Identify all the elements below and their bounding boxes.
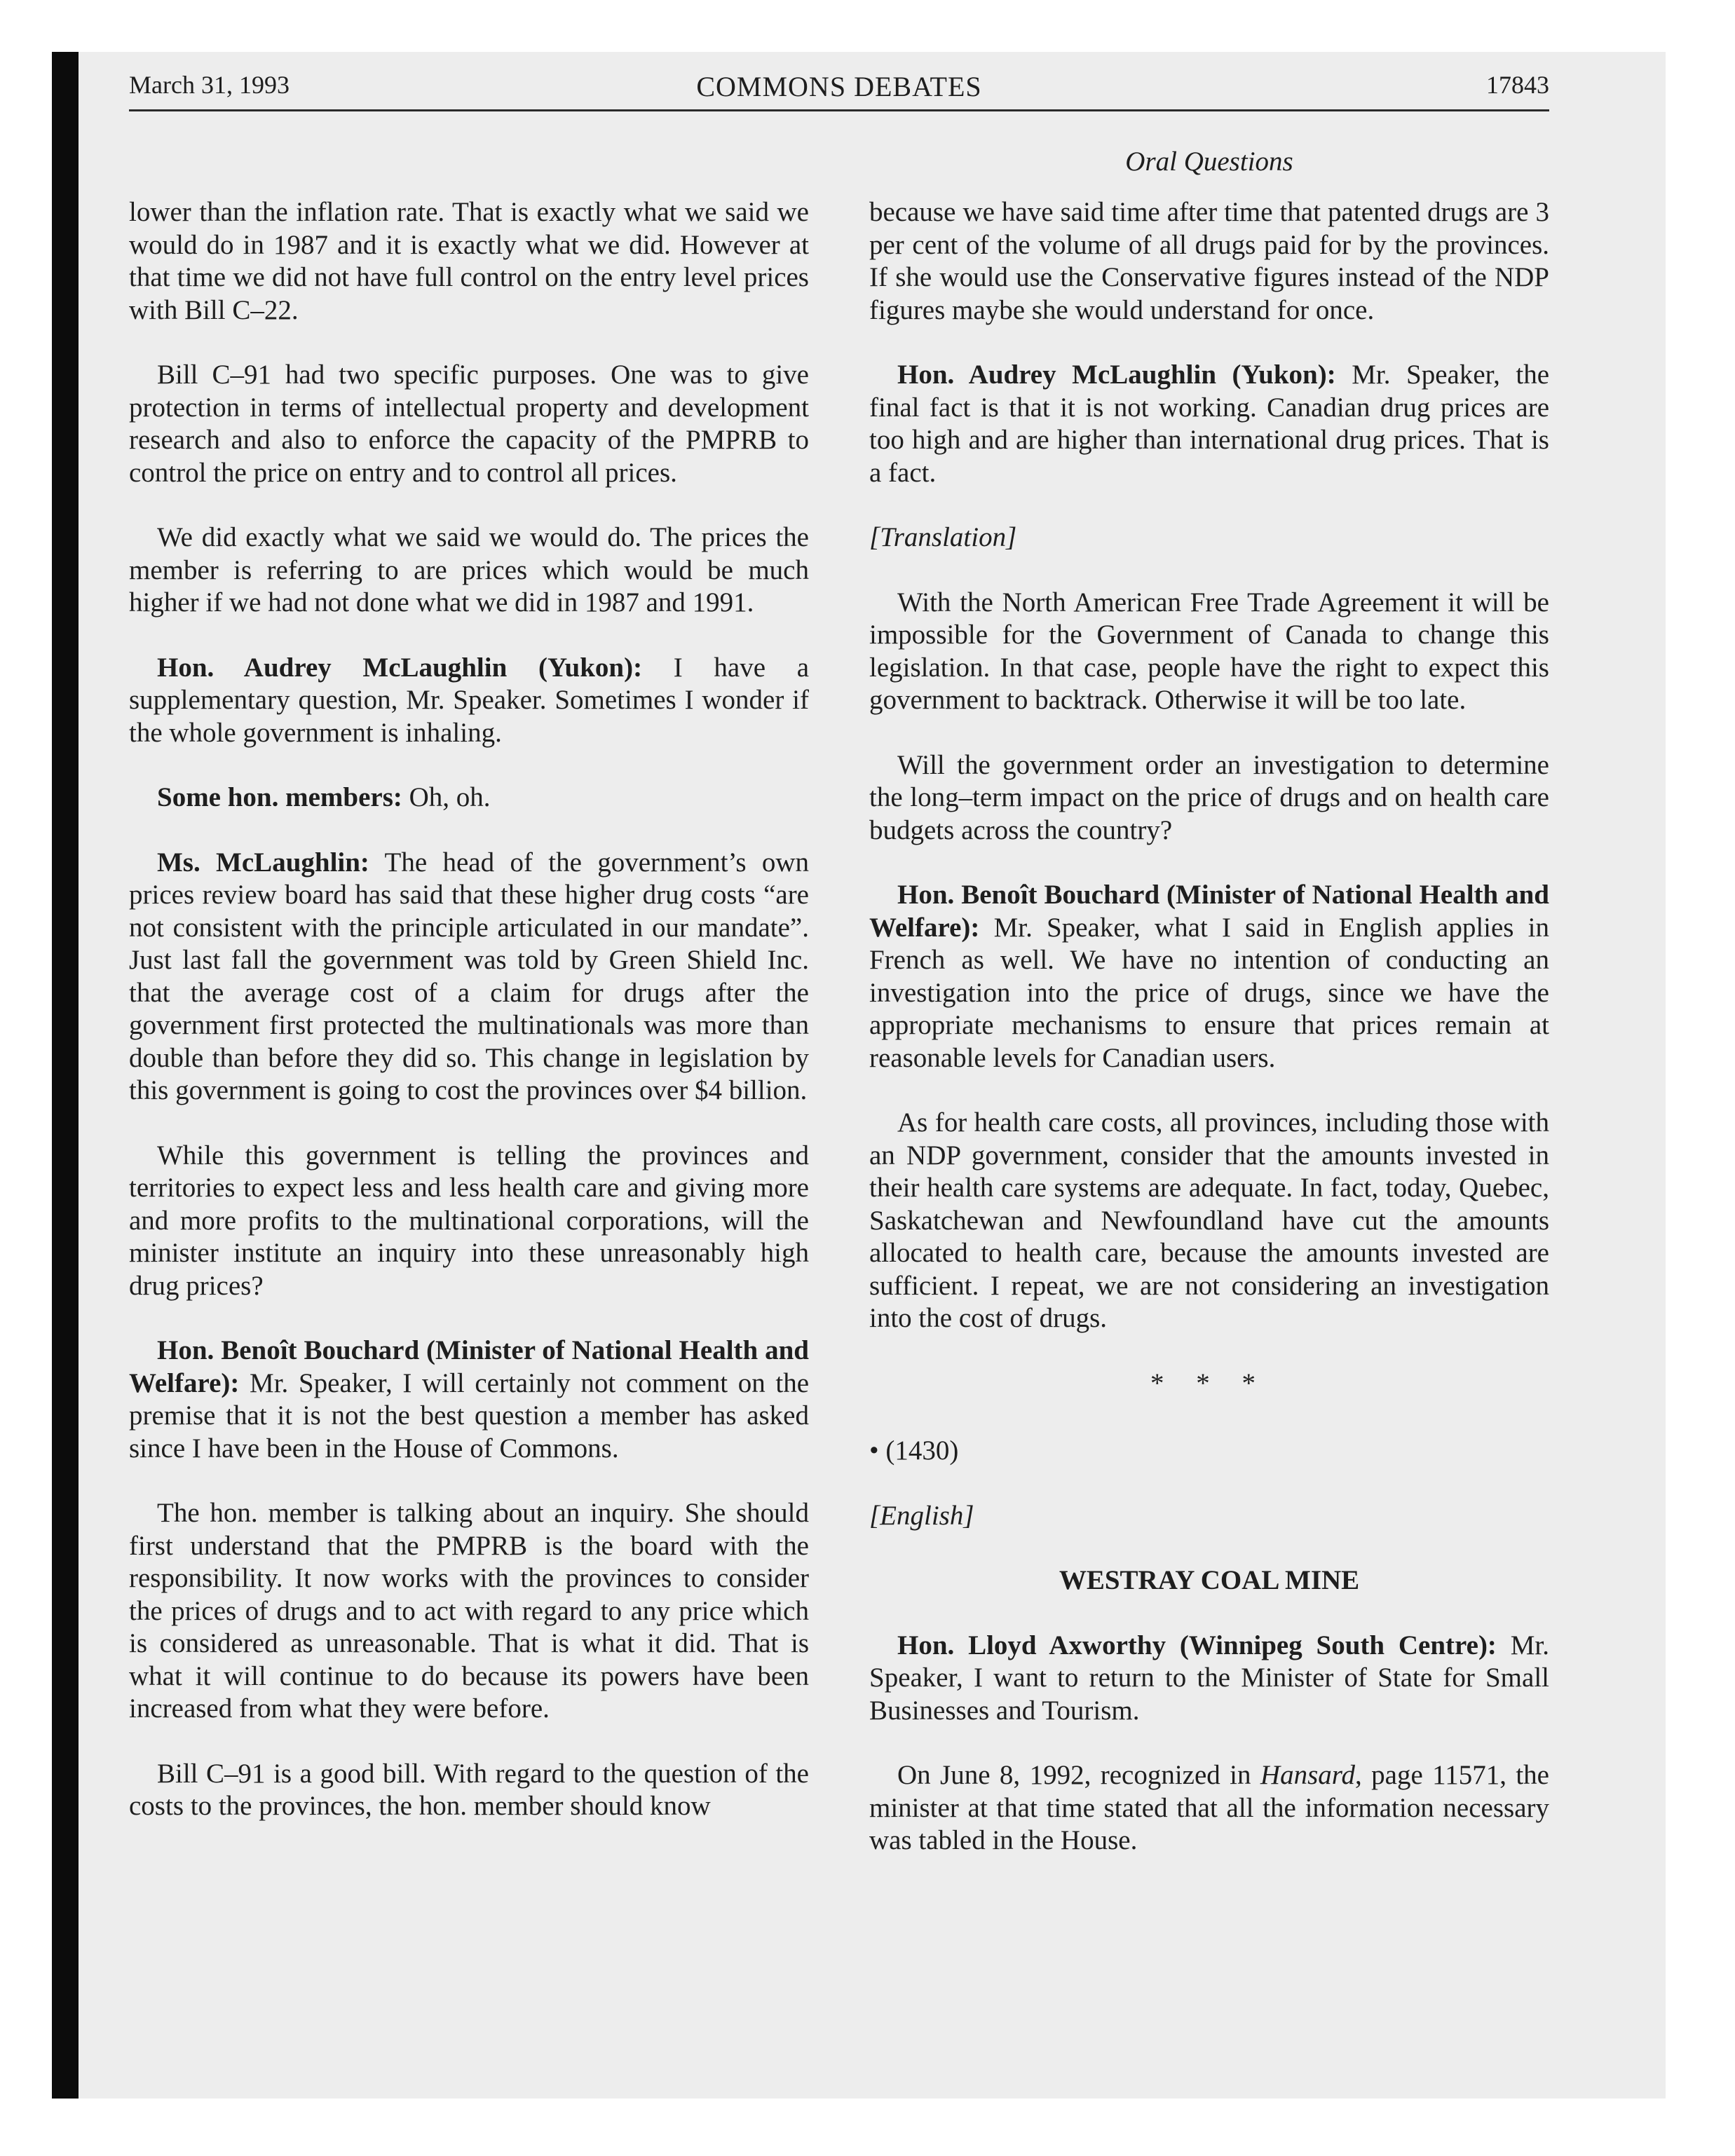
paragraph: Bill C–91 is a good bill. With regard to the question of the costs to the provinces, the hon. member should know [129, 1758, 809, 1821]
speech-paragraph [129, 782, 809, 814]
section-separator: * * * [1150, 1367, 1268, 1398]
page-header [129, 70, 1549, 119]
speaker-name: Some hon. members: [157, 782, 402, 812]
left-column [129, 196, 809, 1855]
text-run: On June 8, 1992, recognized in [897, 1760, 1251, 1790]
header-title: COMMONS DEBATES [696, 71, 982, 102]
paragraph: because we have said time after time that patented drugs are 3 per cent of the volume of all drugs paid for by the provinces. If she would use the Conservative figures instead of the NDP figures maybe she would understand for once. [869, 197, 1549, 325]
paragraph: While this government is telling the provinces and territories to expect less and less health care and giving more and more profits to the multinational corporations, will the minister institute an inquiry into these unreasonably high drug prices? [129, 1140, 809, 1301]
section-heading: WESTRAY COAL MINE [1059, 1565, 1360, 1595]
speech-paragraph [129, 1335, 809, 1465]
paragraph: With the North American Free Trade Agreement it will be impossible for the Government of Canada to change this legislation. In that case, people have the right to expect this government to backtrack. Otherwise it will be too late. [869, 587, 1549, 715]
scan-edge-shadow [52, 52, 79, 2099]
paragraph: Will the government order an investigation to determine the long–term impact on the price of drugs and on health care budgets across the country? [869, 749, 1549, 845]
paragraph: Bill C–91 had two specific purposes. One was to give protection in terms of intellectual property and development research and also to enforce the capacity of the PMPRB to control the price on entry and to control all prices. [129, 360, 809, 488]
speech-paragraph [869, 1630, 1549, 1728]
speaker-name: Hon. Benoît Bouchard (Minister of National Health and Welfare): [129, 1335, 809, 1398]
hansard-title: Hansard [1260, 1760, 1355, 1790]
paragraph [869, 1759, 1549, 1857]
speech-text: Mr. Speaker, I will certainly not comment on the premise that it is not the best question a member has asked since I have been in the House of Commons. [129, 1367, 810, 1464]
english-tag: [English] [869, 1500, 974, 1531]
section-label: Oral Questions [1125, 146, 1293, 177]
right-column [869, 196, 1549, 1890]
translation-tag: [Translation] [869, 522, 1017, 552]
speech-text: Mr. Speaker, I want to return to the Minister of State for Small Businesses and Tourism. [869, 1630, 1549, 1726]
speech-paragraph [129, 652, 809, 750]
speech-text: Mr. Speaker, the final fact is that it is not working. Canadian drug prices are too high and are higher than international drug prices. That is a fact. [869, 360, 1550, 488]
speaker-name: Hon. Audrey McLaughlin (Yukon): [897, 360, 1336, 390]
speech-text: Mr. Speaker, what I said in English applies in French as well. We have no intention of conducting an investigation into the price of drugs, since we have the appropriate mechanisms to ensure that prices remain at reasonable levels for Canadian users. [869, 912, 1549, 1073]
speech-paragraph [129, 847, 809, 1107]
speaker-name: Hon. Lloyd Axworthy (Winnipeg South Centre): [897, 1630, 1497, 1660]
speaker-name: Ms. McLaughlin: [157, 847, 369, 878]
header-rule [129, 109, 1549, 111]
speech-text: Oh, oh. [409, 782, 491, 812]
text-run: , page 11571, the minister at that time stated that all the information necessary was tabled in the House. [869, 1760, 1549, 1855]
speech-text: I have a supplementary question, Mr. Speaker. Sometimes I wonder if the whole government is inhaling. [129, 652, 810, 748]
speech-text: The head of the government’s own prices review board has said that these higher drug costs “are not consistent with the principle articulated in our mandate”. Just last fall the government was told by Green Shield Inc. that the average cost of a claim for drugs after the government first protected the multinationals was more than double than before they did so. This change in legislation by this government is going to cost the provinces over $4 billion. [129, 847, 809, 1105]
speech-paragraph [869, 359, 1549, 489]
paragraph: The hon. member is talking about an inquiry. She should first understand that the PMPRB is the board with the responsibility. It now works with the provinces to consider the prices of drugs and to act with regard to any price which is considered as unreasonable. That is what it did. That is what it will continue to do because its powers have been increased from what they were before. [129, 1498, 809, 1724]
speaker-name: Hon. Benoît Bouchard (Minister of National Health and Welfare): [869, 880, 1549, 943]
paragraph: As for health care costs, all provinces, including those with an NDP government, consider that the amounts invested in their health care systems are adequate. In fact, today, Quebec, Saskatchewan and Newfoundland have cut the amounts allocated to health care, because the amounts invested are sufficient. I repeat, we are not considering an investigation into the cost of drugs. [869, 1107, 1549, 1333]
time-marker: • (1430) [869, 1435, 959, 1466]
header-date: March 31, 1993 [129, 71, 290, 99]
speech-paragraph [869, 879, 1549, 1074]
paragraph: We did exactly what we said we would do. The prices the member is referring to are prices which would be much higher if we had not done what we did in 1987 and 1991. [129, 522, 809, 618]
speaker-name: Hon. Audrey McLaughlin (Yukon): [157, 652, 643, 683]
header-page-number: 17843 [1486, 71, 1549, 99]
paragraph: lower than the inflation rate. That is exactly what we said we would do in 1987 and it is exactly what we did. However at that time we did not have full control on the entry level prices with Bill C–22. [129, 197, 809, 325]
